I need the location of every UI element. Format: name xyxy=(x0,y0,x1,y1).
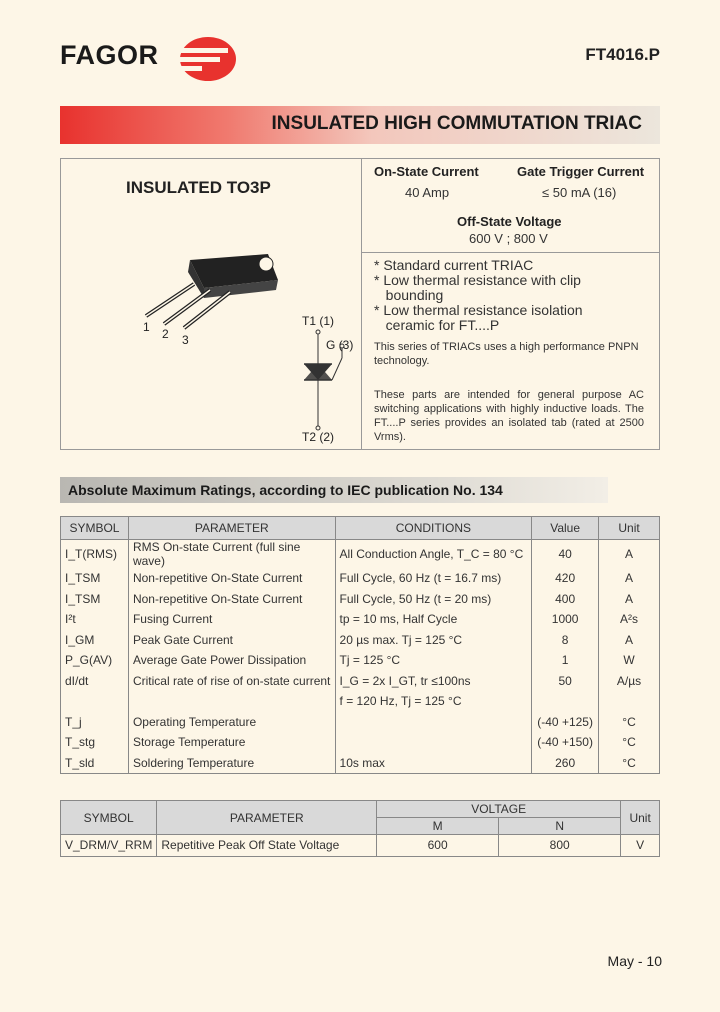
table-cell-conditions: Tj = 125 °C xyxy=(335,650,532,671)
table-row xyxy=(61,630,660,651)
table-row xyxy=(61,540,660,569)
table-cell-parameter: Operating Temperature xyxy=(128,712,335,733)
table-cell-conditions: 10s max xyxy=(335,753,532,774)
table-row xyxy=(61,753,660,774)
table-cell-n: 800 xyxy=(499,835,621,857)
col-header-symbol: SYMBOL xyxy=(61,801,157,835)
table-cell-m: 600 xyxy=(377,835,499,857)
description-applications: These parts are intended for general purpose AC switching applications with highly inductive loads. The FT....P series provides an isolated tab (rated at 2500 Vrms). xyxy=(374,389,644,443)
feature-item: bounding xyxy=(374,287,444,303)
triac-symbol-icon xyxy=(296,328,356,432)
col-header-m: M xyxy=(377,818,499,835)
table-row xyxy=(61,732,660,753)
table-row xyxy=(61,568,660,589)
footer-date: May - 10 xyxy=(607,953,662,969)
table-cell-value: 40 xyxy=(532,540,599,569)
table-cell-unit: °C xyxy=(599,732,660,753)
table-header-row xyxy=(61,801,660,818)
table-cell-parameter: Non-repetitive On-State Current xyxy=(128,589,335,610)
table-cell-conditions xyxy=(335,712,532,733)
table-cell-conditions: I_G = 2x I_GT, tr ≤100ns xyxy=(335,671,532,692)
table-cell-parameter: Average Gate Power Dissipation xyxy=(128,650,335,671)
table-cell-parameter: Soldering Temperature xyxy=(128,753,335,774)
table-cell-symbol: T_sld xyxy=(61,753,129,774)
table-cell-parameter: Peak Gate Current xyxy=(128,630,335,651)
table-cell-unit: °C xyxy=(599,753,660,774)
table-cell-parameter: Critical rate of rise of on-state current xyxy=(128,671,335,692)
to3p-package-icon xyxy=(138,240,288,350)
gate-label: G (3) xyxy=(326,338,354,352)
feature-item: * Low thermal resistance isolation xyxy=(374,302,583,318)
table-cell-symbol: dI/dt xyxy=(61,671,129,692)
table-cell-value: 50 xyxy=(532,671,599,692)
pin-label-3: 3 xyxy=(182,333,189,347)
table-cell-conditions: All Conduction Angle, T_C = 80 °C xyxy=(335,540,532,569)
table-cell-conditions: tp = 10 ms, Half Cycle xyxy=(335,609,532,630)
table-cell-symbol: T_j xyxy=(61,712,129,733)
table-row xyxy=(61,589,660,610)
part-number: FT4016.P xyxy=(585,45,660,64)
gate-trigger-value: ≤ 50 mA (16) xyxy=(542,185,617,200)
table-cell-unit: A xyxy=(599,540,660,569)
table-cell-value: 260 xyxy=(532,753,599,774)
table-cell-parameter: Non-repetitive On-State Current xyxy=(128,568,335,589)
table-cell-unit: A xyxy=(599,589,660,610)
table-cell-value: (-40 +125) xyxy=(532,712,599,733)
ratings-section-band xyxy=(60,477,608,503)
table-cell-unit: °C xyxy=(599,712,660,733)
table-row xyxy=(61,671,660,692)
voltage-table xyxy=(60,800,660,857)
table-cell-conditions xyxy=(335,732,532,753)
pin-label-1: 1 xyxy=(143,320,150,334)
col-header-symbol: SYMBOL xyxy=(61,517,129,540)
table-row xyxy=(61,712,660,733)
table-cell-value: 8 xyxy=(532,630,599,651)
table-cell-value: 400 xyxy=(532,589,599,610)
table-cell-conditions: Full Cycle, 50 Hz (t = 20 ms) xyxy=(335,589,532,610)
table-cell-unit: A xyxy=(599,568,660,589)
feature-item: * Low thermal resistance with clip xyxy=(374,272,581,288)
on-state-current-value: 40 Amp xyxy=(405,185,450,200)
terminal-t1-label: T1 (1) xyxy=(302,314,335,328)
table-cell-symbol: P_G(AV) xyxy=(61,650,129,671)
gate-trigger-label: Gate Trigger Current xyxy=(517,164,645,179)
table-cell-unit: A²s xyxy=(599,609,660,630)
col-header-voltage: VOLTAGE xyxy=(377,801,621,818)
col-header-unit: Unit xyxy=(599,517,660,540)
table-cell-symbol: I_TSM xyxy=(61,568,129,589)
col-header-conditions: CONDITIONS xyxy=(335,517,532,540)
table-cell-symbol: I_T(RMS) xyxy=(61,540,129,569)
off-state-voltage-value: 600 V ; 800 V xyxy=(469,231,548,246)
table-cell-conditions: f = 120 Hz, Tj = 125 °C xyxy=(335,691,532,712)
summary-hline xyxy=(361,252,660,253)
table-cell-value xyxy=(532,691,599,712)
table-header-row xyxy=(61,517,660,540)
table-row xyxy=(61,835,660,857)
table-cell-unit: W xyxy=(599,650,660,671)
summary-divider xyxy=(361,158,362,450)
description-technology: This series of TRIACs uses a high performance PNPN technology. xyxy=(374,341,639,367)
table-cell-unit: V xyxy=(621,835,660,857)
document-title: INSULATED HIGH COMMUTATION TRIAC xyxy=(271,113,642,134)
pin-label-2: 2 xyxy=(162,327,169,341)
table-cell-parameter: RMS On-state Current (full sine wave) xyxy=(128,540,335,569)
brand-logo-text: FAGOR xyxy=(60,40,159,70)
table-cell-value: 1 xyxy=(532,650,599,671)
on-state-current-label: On-State Current xyxy=(374,164,479,179)
fagor-logo-icon xyxy=(178,36,238,82)
table-row xyxy=(61,691,660,712)
table-cell-parameter: Fusing Current xyxy=(128,609,335,630)
table-cell-value: 420 xyxy=(532,568,599,589)
table-row xyxy=(61,650,660,671)
table-cell-unit xyxy=(599,691,660,712)
table-cell-symbol: I_GM xyxy=(61,630,129,651)
feature-item: ceramic for FT....P xyxy=(374,317,500,333)
off-state-voltage-label: Off-State Voltage xyxy=(457,214,562,229)
col-header-parameter: PARAMETER xyxy=(157,801,377,835)
col-header-parameter: PARAMETER xyxy=(128,517,335,540)
ratings-section-title: Absolute Maximum Ratings, according to IEC publication No. 134 xyxy=(68,482,503,498)
title-band xyxy=(60,106,660,144)
table-cell-parameter xyxy=(128,691,335,712)
feature-item: * Standard current TRIAC xyxy=(374,257,534,273)
table-cell-conditions: Full Cycle, 60 Hz (t = 16.7 ms) xyxy=(335,568,532,589)
table-cell-symbol xyxy=(61,691,129,712)
col-header-value: Value xyxy=(532,517,599,540)
table-row xyxy=(61,609,660,630)
table-cell-symbol: T_stg xyxy=(61,732,129,753)
table-cell-symbol: I²t xyxy=(61,609,129,630)
table-cell-unit: A xyxy=(599,630,660,651)
col-header-n: N xyxy=(499,818,621,835)
package-title: INSULATED TO3P xyxy=(126,178,271,197)
table-cell-parameter: Storage Temperature xyxy=(128,732,335,753)
table-cell-conditions: 20 µs max. Tj = 125 °C xyxy=(335,630,532,651)
ratings-table xyxy=(60,516,660,774)
table-cell-parameter: Repetitive Peak Off State Voltage xyxy=(157,835,377,857)
table-cell-value: (-40 +150) xyxy=(532,732,599,753)
table-cell-value: 1000 xyxy=(532,609,599,630)
col-header-unit: Unit xyxy=(621,801,660,835)
feature-list xyxy=(374,258,583,333)
table-cell-symbol: V_DRM/V_RRM xyxy=(61,835,157,857)
table-cell-unit: A/µs xyxy=(599,671,660,692)
terminal-t2-label: T2 (2) xyxy=(302,430,335,444)
table-cell-symbol: I_TSM xyxy=(61,589,129,610)
